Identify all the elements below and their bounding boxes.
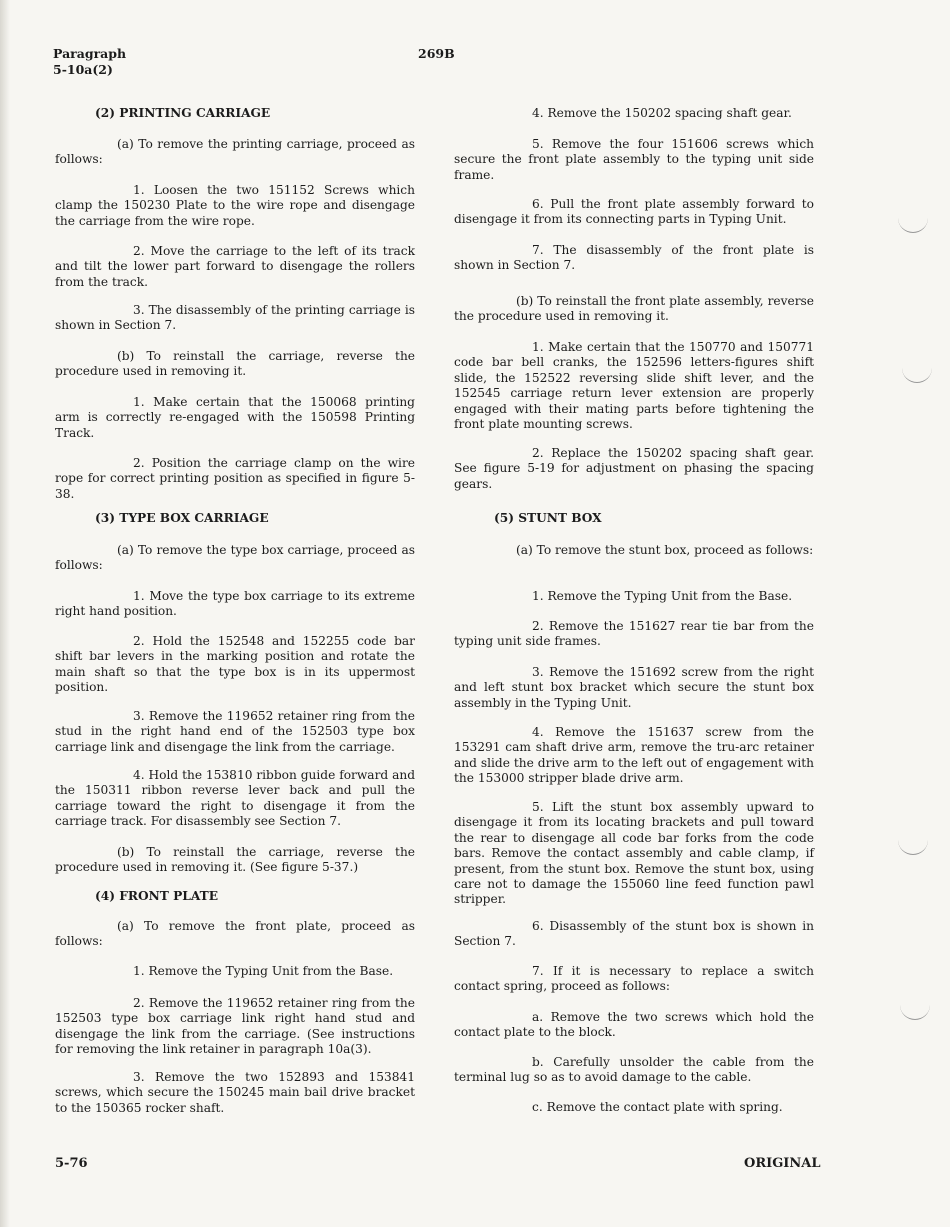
scan-mark [898,840,928,855]
procedure-paragraph: 2. Move the carriage to the left of its track and tilt the lower part forward to disengage the rollers from the track. [55,244,415,289]
paragraph-reference [53,46,126,78]
procedure-paragraph: 2. Position the carriage clamp on the wire rope for correct printing position as specified in figure 5-38. [55,456,415,501]
procedure-paragraph: 7. The disassembly of the front plate is shown in Section 7. [454,243,814,273]
procedure-paragraph: c. Remove the contact plate with spring. [532,1100,783,1114]
procedure-paragraph: (b) To reinstall the carriage, reverse the procedure used in removing it. [55,349,415,379]
procedure-paragraph: 2. Remove the 119652 retainer ring from the 152503 type box carriage link right hand stud and disengage the link from the carriage. (See instructions for removing the link retainer in paragraph 10a(3). [55,996,415,1057]
procedure-paragraph: 2. Replace the 150202 spacing shaft gear. See figure 5-19 for adjustment on phasing the spacing gears. [454,446,814,491]
section-heading: (4) FRONT PLATE [95,889,218,903]
procedure-paragraph: 5. Remove the four 151606 screws which secure the front plate assembly to the typing unit side frame. [454,137,814,182]
procedure-paragraph: 4. Remove the 150202 spacing shaft gear. [532,106,792,120]
procedure-paragraph: 1. Make certain that the 150068 printing arm is correctly re-engaged with the 150598 Printing Track. [55,395,415,440]
procedure-paragraph: 1. Remove the Typing Unit from the Base. [133,964,394,978]
procedure-paragraph: (b) To reinstall the carriage, reverse the procedure used in removing it. (See figure 5-37.) [55,845,415,875]
document-status: ORIGINAL [744,1156,821,1171]
paragraph-label: Paragraph [53,46,127,61]
procedure-paragraph: 6. Pull the front plate assembly forward to disengage it from its connecting parts in Typing Unit. [454,197,814,227]
procedure-paragraph: (a) To remove the printing carriage, proceed as follows: [55,137,415,167]
procedure-paragraph: 1. Make certain that the 150770 and 150771 code bar bell cranks, the 152596 letters-figures shift slide, the 152522 reversing slide shift lever, and the 152545 carriage return lever extension are properly engaged with their mating parts before tightening the front plate mounting screws. [454,340,814,432]
procedure-paragraph: (a) To remove the front plate, proceed as follows: [55,919,415,949]
procedure-paragraph: (b) To reinstall the front plate assembly, reverse the procedure used in removing it. [454,294,814,324]
procedure-paragraph: 7. If it is necessary to replace a switch contact spring, proceed as follows: [454,964,814,994]
procedure-paragraph: 3. Remove the 119652 retainer ring from the stud in the right hand end of the 152503 type box carriage link and disengage the link from the carriage. [55,709,415,754]
paragraph-number: 5-10a(2) [53,62,113,77]
procedure-paragraph: 3. The disassembly of the printing carriage is shown in Section 7. [55,303,415,333]
procedure-paragraph: 4. Hold the 153810 ribbon guide forward and the 150311 ribbon reverse lever back and pull the carriage toward the right to disengage it from the carriage track. For disassembly see Section 7. [55,768,415,829]
scan-mark [902,368,932,383]
procedure-paragraph: 1. Loosen the two 151152 Screws which clamp the 150230 Plate to the wire rope and disengage the carriage from the wire rope. [55,183,415,228]
scan-mark [898,218,928,233]
page-edge-shadow [0,0,10,1227]
procedure-paragraph: (a) To remove the type box carriage, proceed as follows: [55,543,415,573]
page-code: 269B [418,46,455,61]
procedure-paragraph: b. Carefully unsolder the cable from the terminal lug so as to avoid damage to the cable. [454,1055,814,1085]
procedure-paragraph: 3. Remove the 151692 screw from the right and left stunt box bracket which secure the stunt box assembly in the Typing Unit. [454,665,814,710]
section-heading: (3) TYPE BOX CARRIAGE [95,511,269,525]
procedure-paragraph: (a) To remove the stunt box, proceed as follows: [516,543,814,557]
section-heading: (5) STUNT BOX [494,511,602,525]
procedure-paragraph: 2. Remove the 151627 rear tie bar from the typing unit side frames. [454,619,814,649]
procedure-paragraph: 1. Move the type box carriage to its extreme right hand position. [55,589,415,619]
page-number: 5-76 [55,1156,88,1171]
procedure-paragraph: 1. Remove the Typing Unit from the Base. [532,589,793,603]
procedure-paragraph: 3. Remove the two 152893 and 153841 screws, which secure the 150245 main bail drive bracket to the 150365 rocker shaft. [55,1070,415,1115]
procedure-paragraph: 4. Remove the 151637 screw from the 153291 cam shaft drive arm, remove the tru-arc retainer and slide the drive arm to the left out of engagement with the 153000 stripper blade drive arm. [454,725,814,786]
scan-mark [900,1005,930,1020]
procedure-paragraph: 6. Disassembly of the stunt box is shown in Section 7. [454,919,814,949]
procedure-paragraph: 2. Hold the 152548 and 152255 code bar shift bar levers in the marking position and rotate the main shaft so that the type box is in its uppermost position. [55,634,415,695]
procedure-paragraph: 5. Lift the stunt box assembly upward to disengage it from its locating brackets and pull toward the rear to disengage all code bar forks from the code bars. Remove the contact assembly and cable clamp, if present, from the stunt box. Remove the stunt box, using care not to damage the 155060 line feed function pawl stripper. [454,800,814,907]
procedure-paragraph: a. Remove the two screws which hold the contact plate to the block. [454,1010,814,1040]
section-heading: (2) PRINTING CARRIAGE [95,106,271,120]
